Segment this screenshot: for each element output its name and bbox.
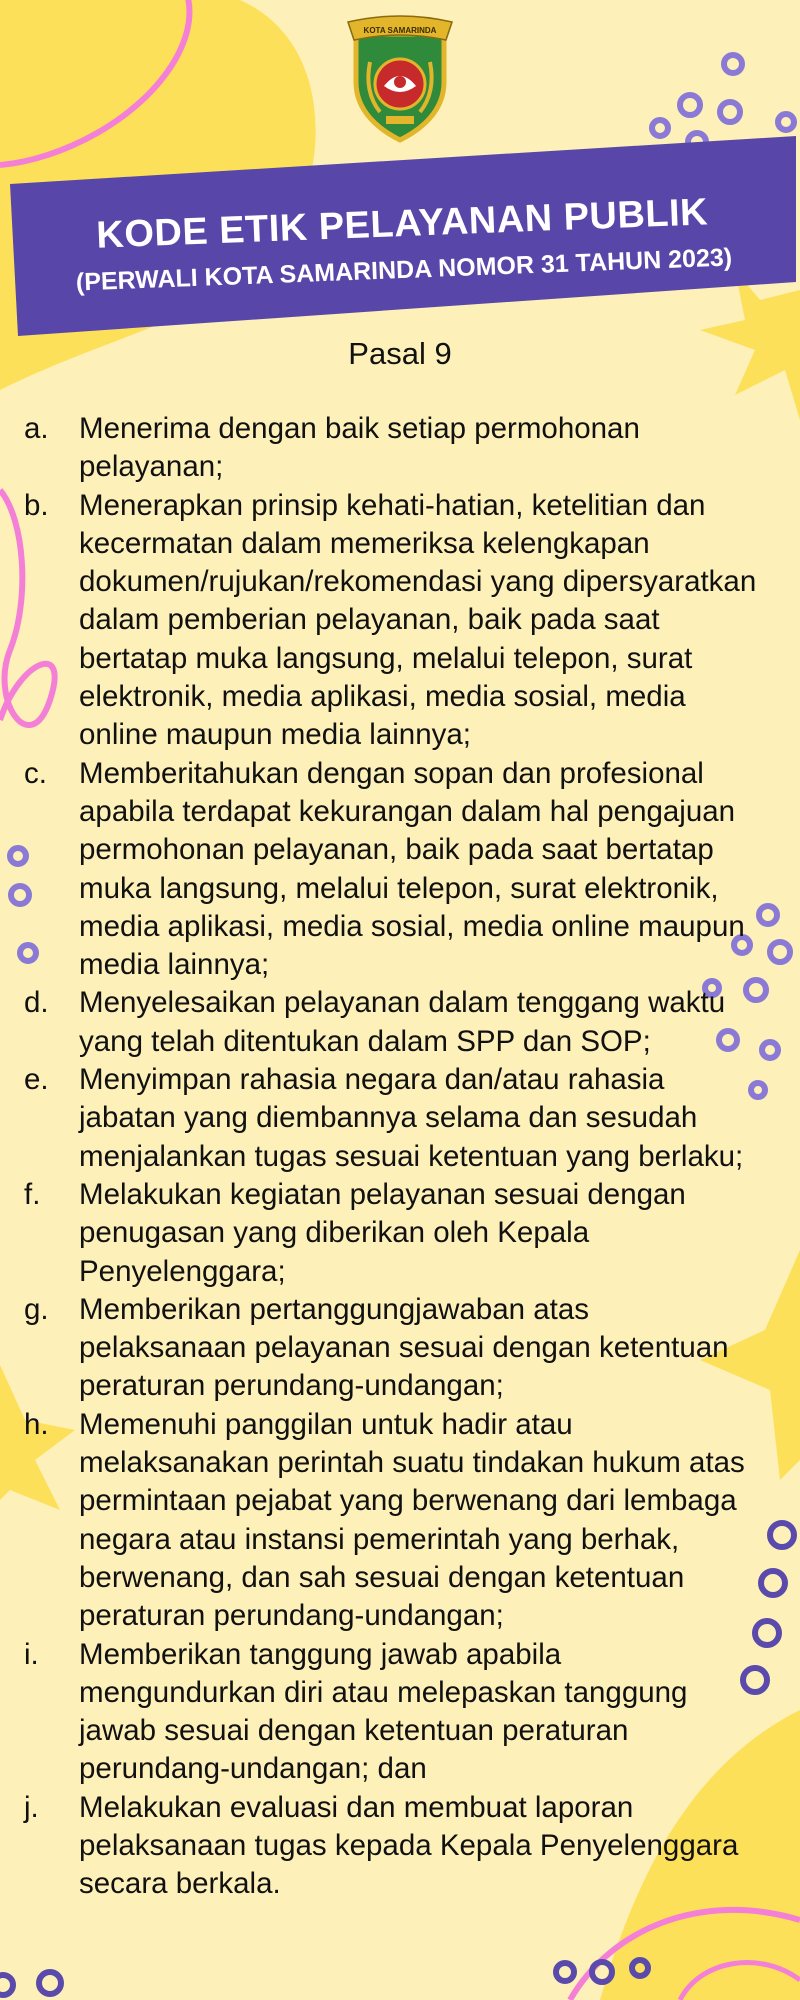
title-banner [7, 143, 799, 345]
item-text: Memberikan pertanggungjawaban atas pelaksanaan pelayanan sesuai dengan ketentuan peraturan perundang-undangan; [79, 1292, 729, 1403]
item-text: Menerapkan prinsip kehati-hatian, ketelitian dan kecermatan dalam memeriksa kelengkapan dokumen/rujukan/rekomendasi yang dipersyaratkan dalam pemberian pelayanan, baik pada saat bertatap muka langsung, melalui telepon, surat elektronik, media aplikasi, media sosial, media online maupun media lainnya; [79, 488, 757, 752]
item-text: Memberitahukan dengan sopan dan profesional apabila terdapat kekurangan dalam hal pengajuan permohonan pelayanan, baik pada saat bertatap muka langsung, melalui telepon, surat elektronik, media aplikasi, media sosial, media online maupun media lainnya; [79, 756, 745, 982]
list-item [24, 410, 764, 487]
city-logo [346, 12, 454, 144]
item-text: Memenuhi panggilan untuk hadir atau melaksanakan perintah suatu tindakan hukum atas permintaan pejabat yang berwenang dari lembaga negara atau instansi pemerintah yang berhak, berwenang, dan sah sesuai dengan ketentuan peraturan perundang-undangan; [79, 1407, 745, 1633]
list-item [24, 1789, 764, 1904]
list-item [24, 984, 764, 1061]
article-heading: Pasal 9 [348, 336, 452, 371]
item-marker: f. [24, 1177, 41, 1211]
item-text: Memberikan tanggung jawab apabila mengundurkan diri atau melepaskan tanggung jawab sesuai dengan ketentuan peraturan perundang-undangan; dan [79, 1637, 688, 1786]
item-marker: g. [24, 1292, 49, 1326]
item-marker: a. [24, 412, 49, 445]
item-text: Melakukan evaluasi dan membuat laporan pelaksanaan tugas kepada Kepala Penyelenggara secara berkala. [79, 1790, 739, 1901]
banner-subtitle: (PERWALI KOTA SAMARINDA NOMOR 31 TAHUN 2023) [75, 243, 733, 297]
list-item [24, 1636, 764, 1789]
list-item [24, 1176, 764, 1291]
banner-title: KODE ETIK PELAYANAN PUBLIK [95, 190, 709, 257]
logo-ribbon-text: KOTA SAMARINDA [363, 26, 437, 35]
purple-rings-bottom [0, 1960, 648, 1995]
item-marker: d. [24, 986, 49, 1020]
item-marker: j. [24, 1790, 39, 1824]
list-item [24, 487, 764, 755]
list-item [24, 1061, 764, 1176]
item-marker: e. [24, 1063, 49, 1097]
code-of-ethics-list [24, 410, 764, 1904]
list-item [24, 1406, 764, 1636]
list-item [24, 1291, 764, 1406]
item-text: Menyelesaikan pelayanan dalam tenggang waktu yang telah ditentukan dalam SPP dan SOP; [79, 986, 726, 1058]
item-text: Menerima dengan baik setiap permohonan pelayanan; [79, 412, 640, 484]
samarinda-crest-icon [346, 12, 454, 144]
item-marker: h. [24, 1407, 49, 1441]
item-marker: i. [24, 1637, 39, 1671]
list-item [24, 755, 764, 985]
item-text: Menyimpan rahasia negara dan/atau rahasia jabatan yang diembannya selama dan sesudah menjalankan tugas sesuai ketentuan yang berlaku; [79, 1063, 744, 1173]
item-marker: b. [24, 488, 49, 522]
item-text: Melakukan kegiatan pelayanan sesuai dengan penugasan yang diberikan oleh Kepala Penyelenggara; [79, 1177, 686, 1288]
item-marker: c. [24, 756, 47, 790]
